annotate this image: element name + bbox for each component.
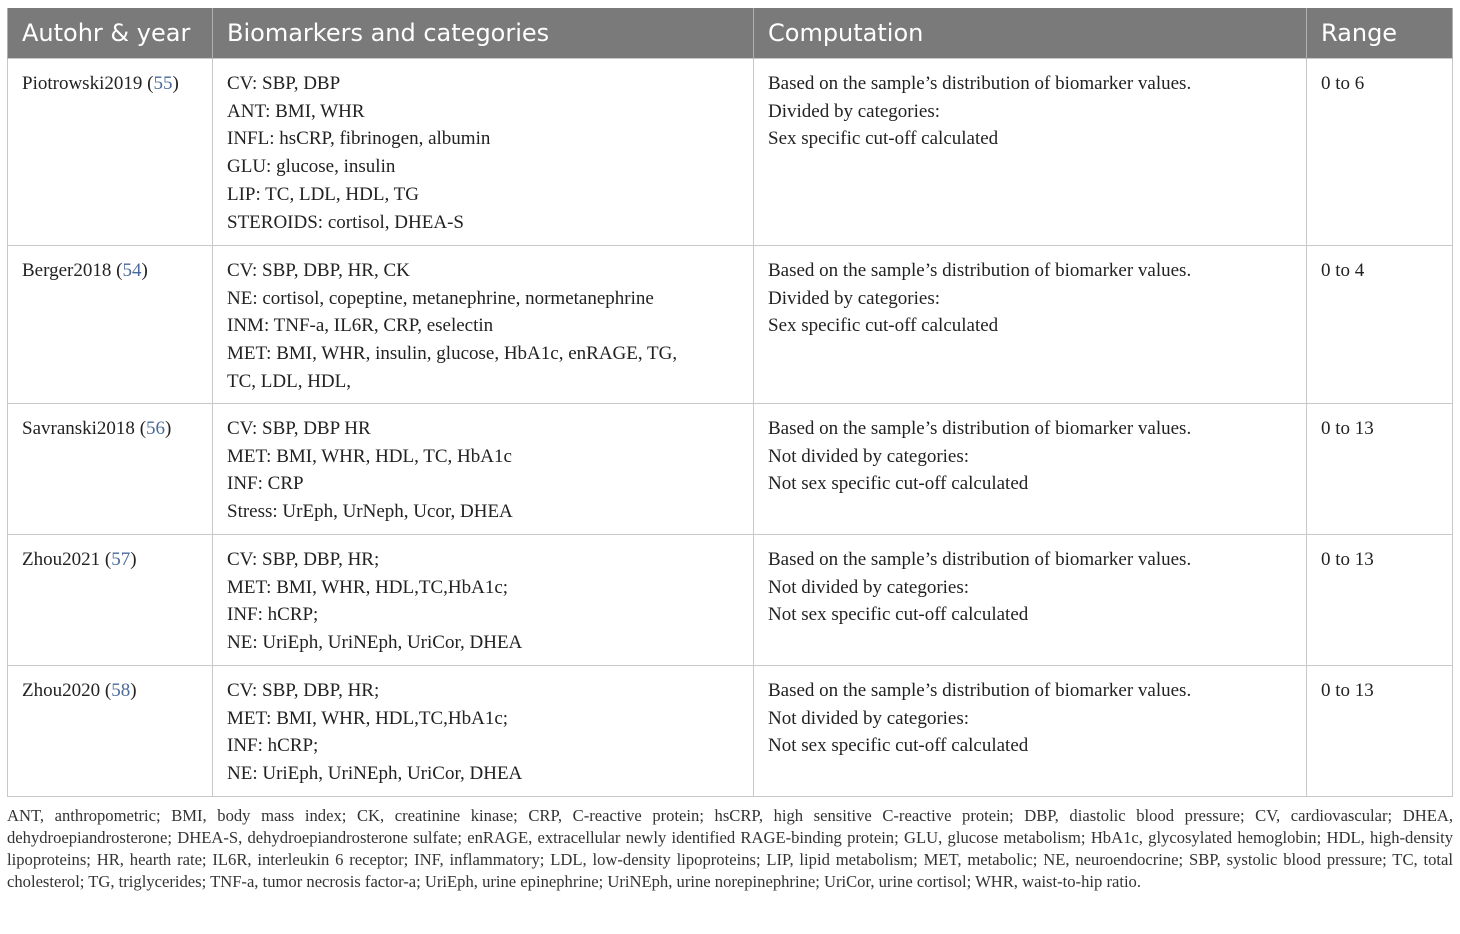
cell-computation — [754, 535, 1307, 666]
computation-line: Divided by categories: — [768, 287, 941, 309]
computation-line: Not divided by categories: — [768, 707, 970, 729]
computation-line: Divided by categories: — [768, 100, 941, 122]
table-header-row — [8, 8, 1453, 59]
computation-line: Based on the sample’s distribution of biomarker values. — [768, 418, 1192, 439]
computation-line: Based on the sample’s distribution of biomarker values. — [768, 260, 1192, 281]
table-row — [8, 59, 1453, 246]
reference-link[interactable]: 55 — [153, 73, 173, 94]
biomarker-line: CV: SBP, DBP, HR; — [227, 680, 380, 701]
biomarker-line: GLU: glucose, insulin — [227, 156, 396, 178]
cell-range: 0 to 13 — [1307, 535, 1453, 666]
cell-author-year: Savranski2018 (56) — [8, 404, 213, 535]
author-name: Savranski2018 — [22, 418, 135, 439]
table-row — [8, 246, 1453, 404]
computation-line: Based on the sample’s distribution of biomarker values. — [768, 680, 1192, 701]
header-author-year: Autohr & year — [8, 8, 213, 59]
biomarker-line: MET: BMI, WHR, insulin, glucose, HbA1c, enRAGE, TG, — [227, 343, 678, 365]
computation-line: Based on the sample’s distribution of biomarker values. — [768, 73, 1192, 94]
biomarker-line: Stress: UrEph, UrNeph, Ucor, DHEA — [227, 501, 513, 523]
cell-range: 0 to 13 — [1307, 666, 1453, 797]
header-biomarkers: Biomarkers and categories — [213, 8, 754, 59]
cell-author-year: Berger2018 (54) — [8, 246, 213, 404]
biomarker-line: INM: TNF-a, IL6R, CRP, eselectin — [227, 315, 494, 337]
author-name: Berger2018 — [22, 260, 112, 281]
cell-biomarkers — [213, 535, 754, 666]
biomarker-line: CV: SBP, DBP HR — [227, 418, 371, 439]
cell-author-year: Piotrowski2019 (55) — [8, 59, 213, 246]
cell-computation — [754, 666, 1307, 797]
computation-line: Sex specific cut-off calculated — [768, 128, 999, 150]
biomarker-line: LIP: TC, LDL, HDL, TG — [227, 183, 419, 205]
biomarker-line: NE: cortisol, copeptine, metanephrine, normetanephrine — [227, 287, 654, 309]
computation-line: Sex specific cut-off calculated — [768, 315, 999, 337]
reference-link[interactable]: 56 — [146, 418, 166, 439]
cell-computation — [754, 59, 1307, 246]
cell-computation — [754, 404, 1307, 535]
cell-range: 0 to 4 — [1307, 246, 1453, 404]
biomarker-line: STEROIDS: cortisol, DHEA-S — [227, 211, 464, 233]
biomarker-line: INF: hCRP; — [227, 735, 319, 757]
computation-line: Not sex specific cut-off calculated — [768, 473, 1029, 495]
reference-link[interactable]: 58 — [111, 680, 131, 701]
author-name: Piotrowski2019 — [22, 73, 143, 94]
cell-author-year: Zhou2021 (57) — [8, 535, 213, 666]
biomarker-line: INFL: hsCRP, fibrinogen, albumin — [227, 128, 491, 150]
biomarker-line: CV: SBP, DBP — [227, 73, 341, 94]
biomarker-line: INF: hCRP; — [227, 604, 319, 626]
biomarker-line: CV: SBP, DBP, HR; — [227, 549, 380, 570]
cell-biomarkers — [213, 666, 754, 797]
biomarker-line: NE: UriEph, UriNEph, UriCor, DHEA — [227, 763, 523, 785]
biomarker-line: CV: SBP, DBP, HR, CK — [227, 260, 410, 281]
cell-biomarkers — [213, 404, 754, 535]
cell-author-year: Zhou2020 (58) — [8, 666, 213, 797]
header-computation: Computation — [754, 8, 1307, 59]
cell-biomarkers — [213, 59, 754, 246]
biomarker-table — [7, 8, 1453, 797]
biomarker-line: MET: BMI, WHR, HDL,TC,HbA1c; — [227, 707, 509, 729]
computation-line: Not divided by categories: — [768, 576, 970, 598]
biomarker-line: MET: BMI, WHR, HDL,TC,HbA1c; — [227, 576, 509, 598]
cell-biomarkers — [213, 246, 754, 404]
table-row — [8, 666, 1453, 797]
biomarker-line: INF: CRP — [227, 473, 304, 495]
cell-range: 0 to 6 — [1307, 59, 1453, 246]
computation-line: Not sex specific cut-off calculated — [768, 604, 1029, 626]
table-footnote: ANT, anthropometric; BMI, body mass index; CK, creatinine kinase; CRP, C-reactive protein; hsCRP, high sensitive C-reactive protein; DBP, diastolic blood pressure; CV, cardiovascular; DHEA, dehydroepiandrosterone; DHEA-S, dehydroepiandrosterone sulfate; enRAGE, extracellular newly identified RAGE-binding protein; GLU, glucose metabolism; HbA1c, glycosylated hemoglobin; HDL, high-density lipoproteins; HR, hearth rate; IL6R, interleukin 6 receptor; INF, inflammatory; LDL, low-density lipoproteins; LIP, lipid metabolism; MET, metabolic; NE, neuroendocrine; SBP, systolic blood pressure; TC, total cholesterol; TG, triglycerides; TNF-a, tumor necrosis factor-a; UriEph, urine epinephrine; UriNEph, urine norepinephrine; UriCor, urine cortisol; WHR, waist-to-hip ratio. — [7, 806, 1453, 891]
table-row — [8, 404, 1453, 535]
computation-line: Not sex specific cut-off calculated — [768, 735, 1029, 757]
table-row — [8, 535, 1453, 666]
biomarker-line: NE: UriEph, UriNEph, UriCor, DHEA — [227, 632, 523, 654]
cell-computation — [754, 246, 1307, 404]
computation-line: Based on the sample’s distribution of biomarker values. — [768, 549, 1192, 570]
biomarker-line: TC, LDL, HDL, — [227, 370, 352, 392]
author-name: Zhou2020 — [22, 680, 101, 701]
biomarker-line: ANT: BMI, WHR — [227, 100, 365, 122]
cell-range: 0 to 13 — [1307, 404, 1453, 535]
reference-link[interactable]: 57 — [111, 549, 131, 570]
biomarker-line: MET: BMI, WHR, HDL, TC, HbA1c — [227, 445, 512, 467]
author-name: Zhou2021 — [22, 549, 101, 570]
computation-line: Not divided by categories: — [768, 445, 970, 467]
reference-link[interactable]: 54 — [122, 260, 142, 281]
header-range: Range — [1307, 8, 1453, 59]
